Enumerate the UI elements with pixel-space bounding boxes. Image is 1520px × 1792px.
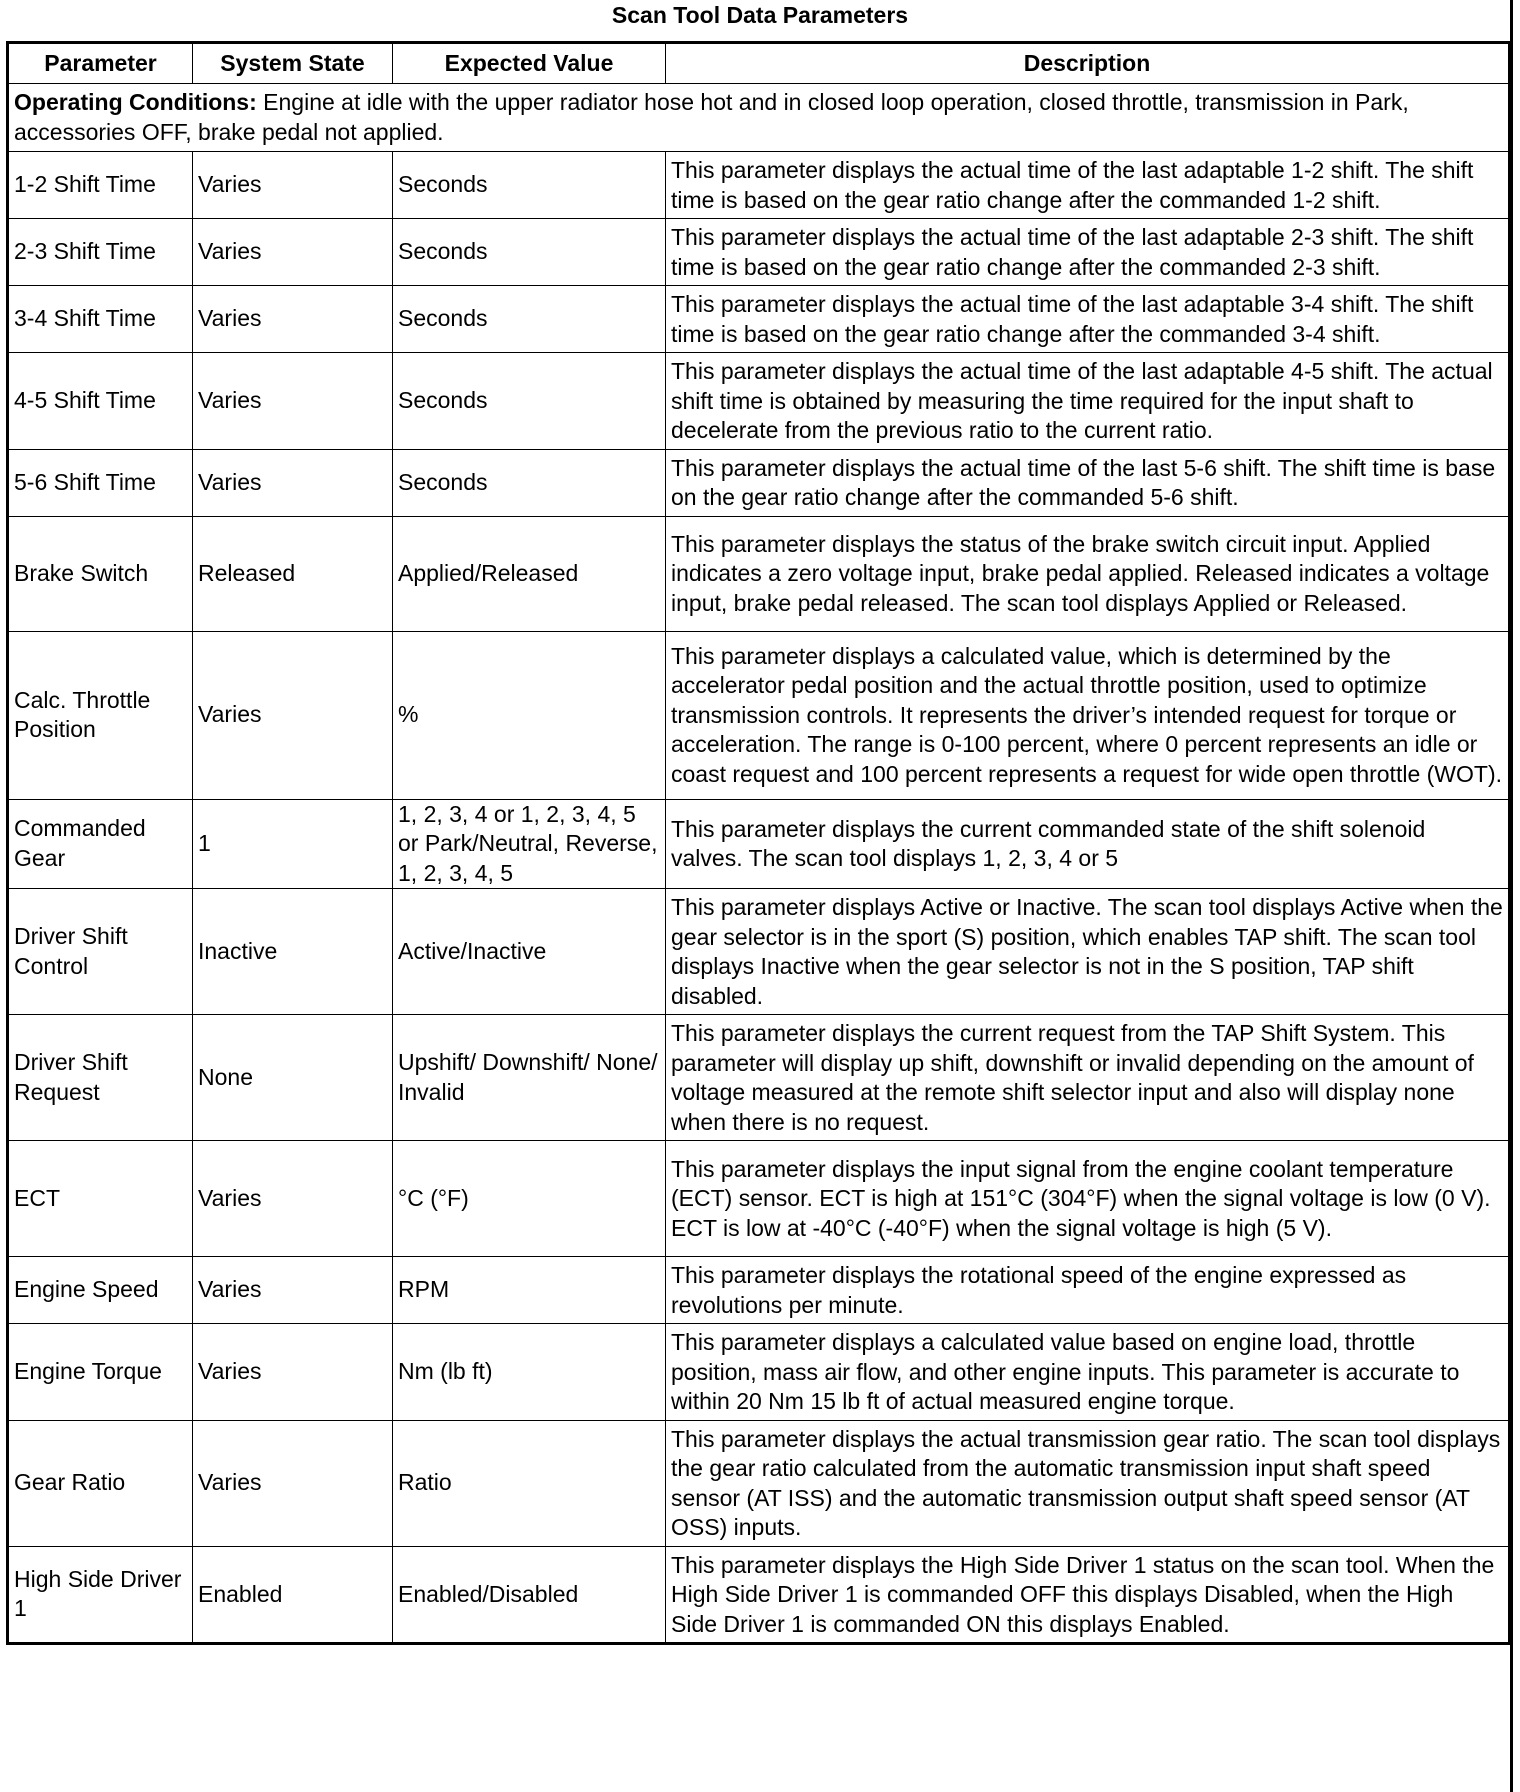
expected-value-cell: Seconds — [393, 286, 666, 353]
expected-value-cell: Applied/Released — [393, 516, 666, 631]
description-cell: This parameter displays the actual time of the last adaptable 1-2 shift. The shift time is based on the gear ratio change after the commanded 1-2 shift. — [666, 152, 1510, 219]
system-state-cell: Varies — [193, 1141, 393, 1257]
table-row — [8, 799, 1510, 889]
system-state-cell: Varies — [193, 631, 393, 799]
expected-value-cell: Active/Inactive — [393, 889, 666, 1015]
system-state-cell: Varies — [193, 353, 393, 450]
table-row — [8, 286, 1510, 353]
description-cell: This parameter displays the actual transmission gear ratio. The scan tool displays the gear ratio calculated from the automatic transmission input shaft speed sensor (AT ISS) and the automatic transmission output shaft speed sensor (AT OSS) inputs. — [666, 1420, 1510, 1546]
description-cell: This parameter displays the current request from the TAP Shift System. This parameter will display up shift, downshift or invalid depending on the amount of voltage measured at the remote shift selector input and also will display none when there is no request. — [666, 1015, 1510, 1141]
description-cell: This parameter displays the actual time of the last adaptable 2-3 shift. The shift time is based on the gear ratio change after the commanded 2-3 shift. — [666, 219, 1510, 286]
description-cell: This parameter displays Active or Inactive. The scan tool displays Active when the gear selector is in the sport (S) position, which enables TAP shift. The scan tool displays Inactive when the gear selector is not in the S position, TAP shift disabled. — [666, 889, 1510, 1015]
description-cell: This parameter displays the actual time of the last 5-6 shift. The shift time is base on the gear ratio change after the commanded 5-6 shift. — [666, 449, 1510, 516]
expected-value-cell: % — [393, 631, 666, 799]
column-header-description: Description — [666, 43, 1510, 84]
system-state-cell: Enabled — [193, 1546, 393, 1644]
expected-value-cell: Upshift/ Downshift/ None/ Invalid — [393, 1015, 666, 1141]
operating-conditions-text: Engine at idle with the upper radiator hose hot and in closed loop operation, closed throttle, transmission in Park, accessories OFF, brake pedal not applied. — [14, 89, 1409, 145]
description-cell: This parameter displays the input signal from the engine coolant temperature (ECT) sensor. ECT is high at 151°C (304°F) when the signal voltage is low (0 V). ECT is low at -40°C (-40°F) when the signal voltage is high (5 V). — [666, 1141, 1510, 1257]
expected-value-cell: Seconds — [393, 152, 666, 219]
parameter-cell: Calc. Throttle Position — [8, 631, 193, 799]
system-state-cell: Released — [193, 516, 393, 631]
parameter-cell: 3-4 Shift Time — [8, 286, 193, 353]
system-state-cell: Varies — [193, 449, 393, 516]
system-state-cell: Inactive — [193, 889, 393, 1015]
parameter-cell: Engine Speed — [8, 1257, 193, 1324]
expected-value-cell: Seconds — [393, 219, 666, 286]
system-state-cell: Varies — [193, 1420, 393, 1546]
system-state-cell: Varies — [193, 219, 393, 286]
parameter-cell: Driver Shift Control — [8, 889, 193, 1015]
description-cell: This parameter displays the status of the brake switch circuit input. Applied indicates a zero voltage input, brake pedal applied. Released indicates a voltage input, brake pedal released. The scan tool displays Applied or Released. — [666, 516, 1510, 631]
expected-value-cell: Seconds — [393, 449, 666, 516]
expected-value-cell: 1, 2, 3, 4 or 1, 2, 3, 4, 5 or Park/Neutral, Reverse, 1, 2, 3, 4, 5 — [393, 799, 666, 889]
table-row — [8, 353, 1510, 450]
table-row — [8, 631, 1510, 799]
system-state-cell: None — [193, 1015, 393, 1141]
expected-value-cell: Nm (lb ft) — [393, 1324, 666, 1421]
parameter-cell: 4-5 Shift Time — [8, 353, 193, 450]
description-cell: This parameter displays a calculated value based on engine load, throttle position, mass air flow, and other engine inputs. This parameter is accurate to within 20 Nm 15 lb ft of actual measured engine torque. — [666, 1324, 1510, 1421]
description-cell: This parameter displays the actual time of the last adaptable 4-5 shift. The actual shift time is obtained by measuring the time required for the input shaft to decelerate from the previous ratio to the current ratio. — [666, 353, 1510, 450]
system-state-cell: Varies — [193, 1324, 393, 1421]
table-row — [8, 1257, 1510, 1324]
table-row — [8, 152, 1510, 219]
table-header-row — [8, 43, 1510, 84]
table-row — [8, 1324, 1510, 1421]
system-state-cell: Varies — [193, 1257, 393, 1324]
column-header-expected-value: Expected Value — [393, 43, 666, 84]
parameter-cell: 2-3 Shift Time — [8, 219, 193, 286]
table-row — [8, 1420, 1510, 1546]
table-row — [8, 1546, 1510, 1644]
system-state-cell: 1 — [193, 799, 393, 889]
parameter-cell: 5-6 Shift Time — [8, 449, 193, 516]
expected-value-cell: RPM — [393, 1257, 666, 1324]
table-row — [8, 449, 1510, 516]
parameter-cell: ECT — [8, 1141, 193, 1257]
parameter-cell: Engine Torque — [8, 1324, 193, 1421]
operating-conditions-label: Operating Conditions: — [14, 89, 257, 115]
scan-tool-parameters-table — [6, 41, 1511, 1645]
system-state-cell: Varies — [193, 152, 393, 219]
table-row — [8, 889, 1510, 1015]
column-header-parameter: Parameter — [8, 43, 193, 84]
table-row — [8, 219, 1510, 286]
table-row — [8, 516, 1510, 631]
parameter-cell: Gear Ratio — [8, 1420, 193, 1546]
system-state-cell: Varies — [193, 286, 393, 353]
operating-conditions-cell — [8, 84, 1510, 152]
table-row — [8, 1141, 1510, 1257]
expected-value-cell: Enabled/Disabled — [393, 1546, 666, 1644]
description-cell: This parameter displays the actual time of the last adaptable 3-4 shift. The shift time is based on the gear ratio change after the commanded 3-4 shift. — [666, 286, 1510, 353]
parameter-cell: Commanded Gear — [8, 799, 193, 889]
operating-conditions-row — [8, 84, 1510, 152]
expected-value-cell: Ratio — [393, 1420, 666, 1546]
column-header-system-state: System State — [193, 43, 393, 84]
parameter-cell: 1-2 Shift Time — [8, 152, 193, 219]
description-cell: This parameter displays the current commanded state of the shift solenoid valves. The scan tool displays 1, 2, 3, 4 or 5 — [666, 799, 1510, 889]
parameter-cell: Brake Switch — [8, 516, 193, 631]
table-row — [8, 1015, 1510, 1141]
description-cell: This parameter displays the rotational speed of the engine expressed as revolutions per minute. — [666, 1257, 1510, 1324]
description-cell: This parameter displays a calculated value, which is determined by the accelerator pedal position and the actual throttle position, used to optimize transmission controls. It represents the driver’s intended request for torque or acceleration. The range is 0-100 percent, where 0 percent represents an idle or coast request and 100 percent represents a request for wide open throttle (WOT). — [666, 631, 1510, 799]
description-cell: This parameter displays the High Side Driver 1 status on the scan tool. When the High Side Driver 1 is commanded OFF this displays Disabled, when the High Side Driver 1 is commanded ON this displays Enabled. — [666, 1546, 1510, 1644]
page-title: Scan Tool Data Parameters — [611, 2, 909, 28]
parameter-cell: High Side Driver 1 — [8, 1546, 193, 1644]
parameter-cell: Driver Shift Request — [8, 1015, 193, 1141]
expected-value-cell: Seconds — [393, 353, 666, 450]
expected-value-cell: °C (°F) — [393, 1141, 666, 1257]
